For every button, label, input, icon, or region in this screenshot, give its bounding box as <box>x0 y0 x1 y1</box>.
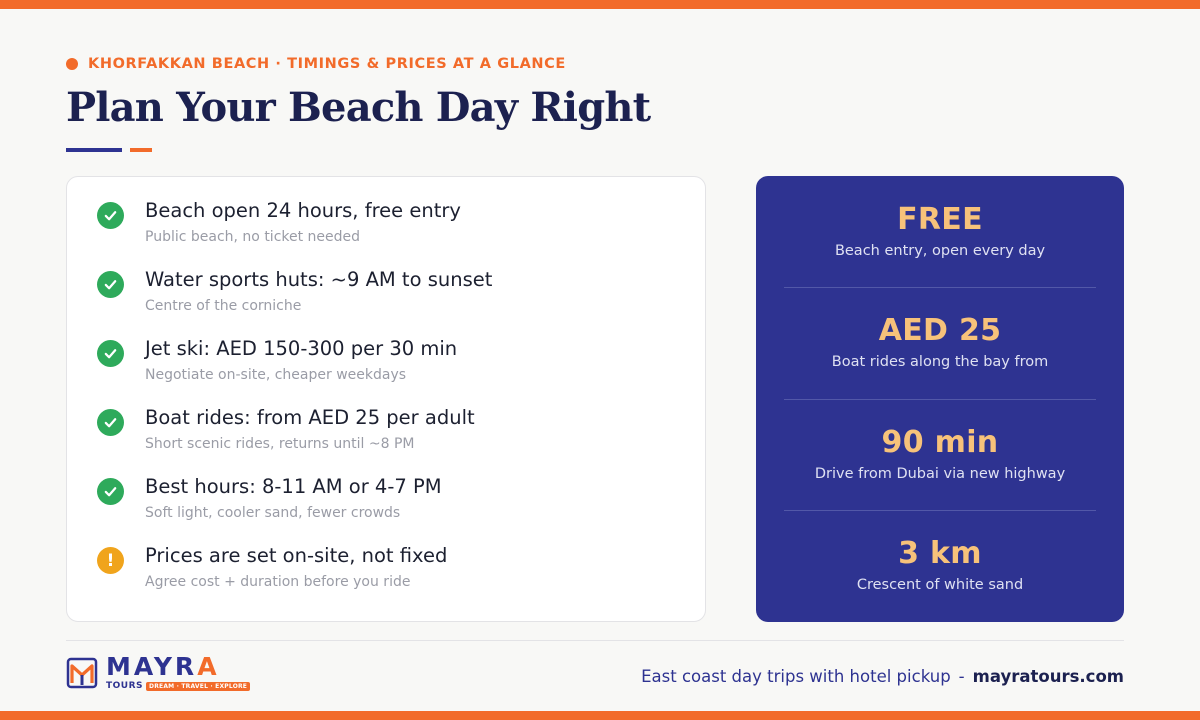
website-link[interactable]: mayratours.com <box>972 667 1124 686</box>
list-item-subtitle: Centre of the corniche <box>145 298 302 314</box>
stat-block <box>756 425 1124 482</box>
check-icon <box>97 271 124 298</box>
title-underline-navy <box>66 148 122 152</box>
stat-block <box>756 202 1124 259</box>
list-item-title: Water sports huts: ~9 AM to sunset <box>145 268 493 291</box>
logo-tours: TOURS <box>106 681 144 691</box>
logo-mark-icon <box>66 657 98 689</box>
stat-value: FREE <box>897 202 983 237</box>
check-icon <box>97 409 124 436</box>
list-item-title: Beach open 24 hours, free entry <box>145 199 461 222</box>
stat-value: AED 25 <box>878 313 1002 348</box>
list-item-title: Boat rides: from AED 25 per adult <box>145 406 475 429</box>
stat-label: Crescent of white sand <box>856 577 1024 593</box>
check-icon <box>97 340 124 367</box>
footer-text: East coast day trips with hotel pickup <box>641 667 951 686</box>
stat-block <box>756 536 1124 593</box>
logo-tagline-row <box>106 681 250 691</box>
stat-divider <box>784 399 1096 400</box>
list-item-title: Best hours: 8-11 AM or 4-7 PM <box>145 475 442 498</box>
list-item-subtitle: Soft light, cooler sand, fewer crowds <box>145 505 401 521</box>
eyebrow <box>66 56 566 72</box>
stat-label: Beach entry, open every day <box>834 243 1046 259</box>
footer-divider <box>66 640 1124 641</box>
check-icon <box>97 202 124 229</box>
stat-block <box>756 313 1124 370</box>
stats-card <box>756 176 1124 622</box>
top-accent-bar <box>0 0 1200 9</box>
logo-tagline: DREAM · TRAVEL · EXPLORE <box>146 682 250 691</box>
check-icon <box>97 478 124 505</box>
title-underline-orange <box>130 148 152 152</box>
stat-divider <box>784 510 1096 511</box>
stat-divider <box>784 287 1096 288</box>
list-item-subtitle: Negotiate on-site, cheaper weekdays <box>145 367 407 383</box>
eyebrow-text: KHORFAKKAN BEACH · TIMINGS & PRICES AT A GLANCE <box>88 56 566 72</box>
logo-name <box>106 654 250 680</box>
mayra-tours-logo[interactable] <box>66 654 250 691</box>
checklist-card <box>66 176 706 622</box>
logo-wordmark <box>106 654 250 691</box>
list-item-subtitle: Public beach, no ticket needed <box>145 229 361 245</box>
list-item-subtitle: Agree cost + duration before you ride <box>145 574 411 590</box>
bullet-dot-icon <box>66 58 78 70</box>
warning-icon: ! <box>97 547 124 574</box>
stat-label: Boat rides along the bay from <box>831 354 1049 370</box>
logo-name-main: MAYR <box>106 652 198 681</box>
page-title: Plan Your Beach Day Right <box>66 84 651 131</box>
stat-value: 3 km <box>898 536 982 571</box>
bottom-accent-bar <box>0 711 1200 720</box>
stat-value: 90 min <box>881 425 999 460</box>
list-item-title: Jet ski: AED 150-300 per 30 min <box>145 337 458 360</box>
footer-separator: - <box>958 667 965 686</box>
stat-label: Drive from Dubai via new highway <box>814 466 1066 482</box>
logo-name-accent: A <box>197 652 220 681</box>
list-item-title: Prices are set on-site, not fixed <box>145 544 448 567</box>
list-item-subtitle: Short scenic rides, returns until ~8 PM <box>145 436 415 452</box>
footer-tagline <box>641 667 1124 686</box>
